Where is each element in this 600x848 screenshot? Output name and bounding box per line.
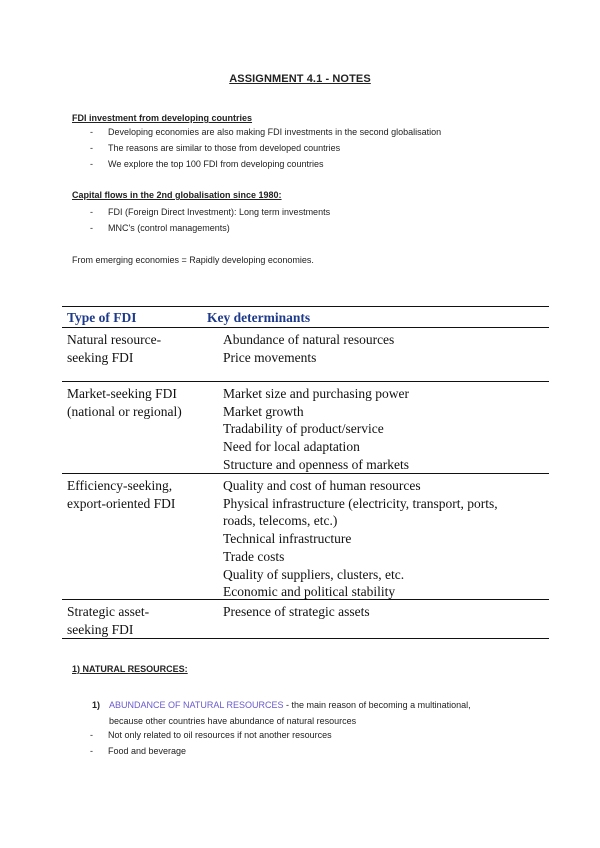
- fdi-type: Natural resource- seeking FDI: [67, 332, 162, 365]
- bullet-dash: -: [90, 207, 93, 217]
- fdi-type: Strategic asset- seeking FDI: [67, 604, 150, 637]
- column-header-type: Type of FDI: [67, 310, 137, 325]
- fdi-determinants: Abundance of natural resources Price movements: [223, 332, 395, 365]
- item-number: 1): [92, 700, 101, 710]
- fdi-type: Market-seeking FDI (national or regional): [67, 386, 182, 419]
- table-header: [62, 307, 549, 328]
- section-heading-natural-resources: 1) NATURAL RESOURCES:: [72, 664, 188, 674]
- bullet-dash: -: [90, 127, 93, 137]
- section-heading-fdi-developing: FDI investment from developing countries: [72, 113, 253, 123]
- section-heading-capital-flows: Capital flows in the 2nd globalisation since 1980:: [72, 190, 282, 200]
- bullet-dash: -: [90, 730, 93, 740]
- fdi-determinants-table: [62, 306, 549, 639]
- table-row: [62, 600, 549, 639]
- fdi-type: Efficiency-seeking, export-oriented FDI: [67, 478, 176, 511]
- emerging-economies-note: From emerging economies = Rapidly developing economies.: [72, 255, 314, 265]
- bullet-dash: -: [90, 143, 93, 153]
- bullet-dash: -: [90, 223, 93, 233]
- fdi-determinants: Presence of strategic assets: [223, 604, 370, 619]
- bullet-dash: -: [90, 159, 93, 169]
- document-page: ASSIGNMENT 4.1 - NOTES FDI investment from developing countries - Developing economies are also making FDI investments in the second globalisation - The reasons are similar to those from developed countries - We explore the top 100 FDI from developing countries Capital flows in the 2nd globalisation since 1980: - FDI (Foreign Direct Investment): Long term investments - MNC's (control managements) From emerging economies = Rapidly developing economies. Type of FDI Key determinants Natural resource- seeking FDI Abundance of natural resources Price movements Market-seeking FDI (national or regional) Market size and purchasing power Market growth Tradability of product/service Need for local adaptation Structure and openness of markets Efficiency-seeking, export-oriented FDI Quality and cost of human resources Physical infrastructure (electricity, transport, ports, roads, telecoms, etc.) Technical infrastructure Trade costs Quality of suppliers, clusters, etc. Economic and political stability Strategic asset- seeking FDI Presence of strategic assets 1) NATURAL RESOURCES: 1) ABUNDANCE OF NATURAL RESOURCES - the main reason of becoming a multinational, because other countries have abundance of natural resources - Not only related to oil resources if not another resources - Food and beverage: [0, 0, 600, 848]
- column-header-determinants: Key determinants: [207, 310, 311, 325]
- table-row: [62, 382, 549, 474]
- bullet-dash: -: [90, 746, 93, 756]
- highlight-text: ABUNDANCE OF NATURAL RESOURCES: [109, 700, 284, 710]
- page-title: ASSIGNMENT 4.1 - NOTES: [229, 73, 371, 85]
- table-row: [62, 474, 549, 600]
- table-row: [62, 328, 549, 382]
- fdi-determinants: Market size and purchasing power Market growth Tradability of product/service Need for local adaptation Structure and openness of markets: [223, 386, 409, 472]
- fdi-determinants: Quality and cost of human resources Physical infrastructure (electricity, transport, ports, roads, telecoms, etc.) Technical infrastructure Trade costs Quality of suppliers, clusters, etc. Economic and political stability: [223, 478, 498, 600]
